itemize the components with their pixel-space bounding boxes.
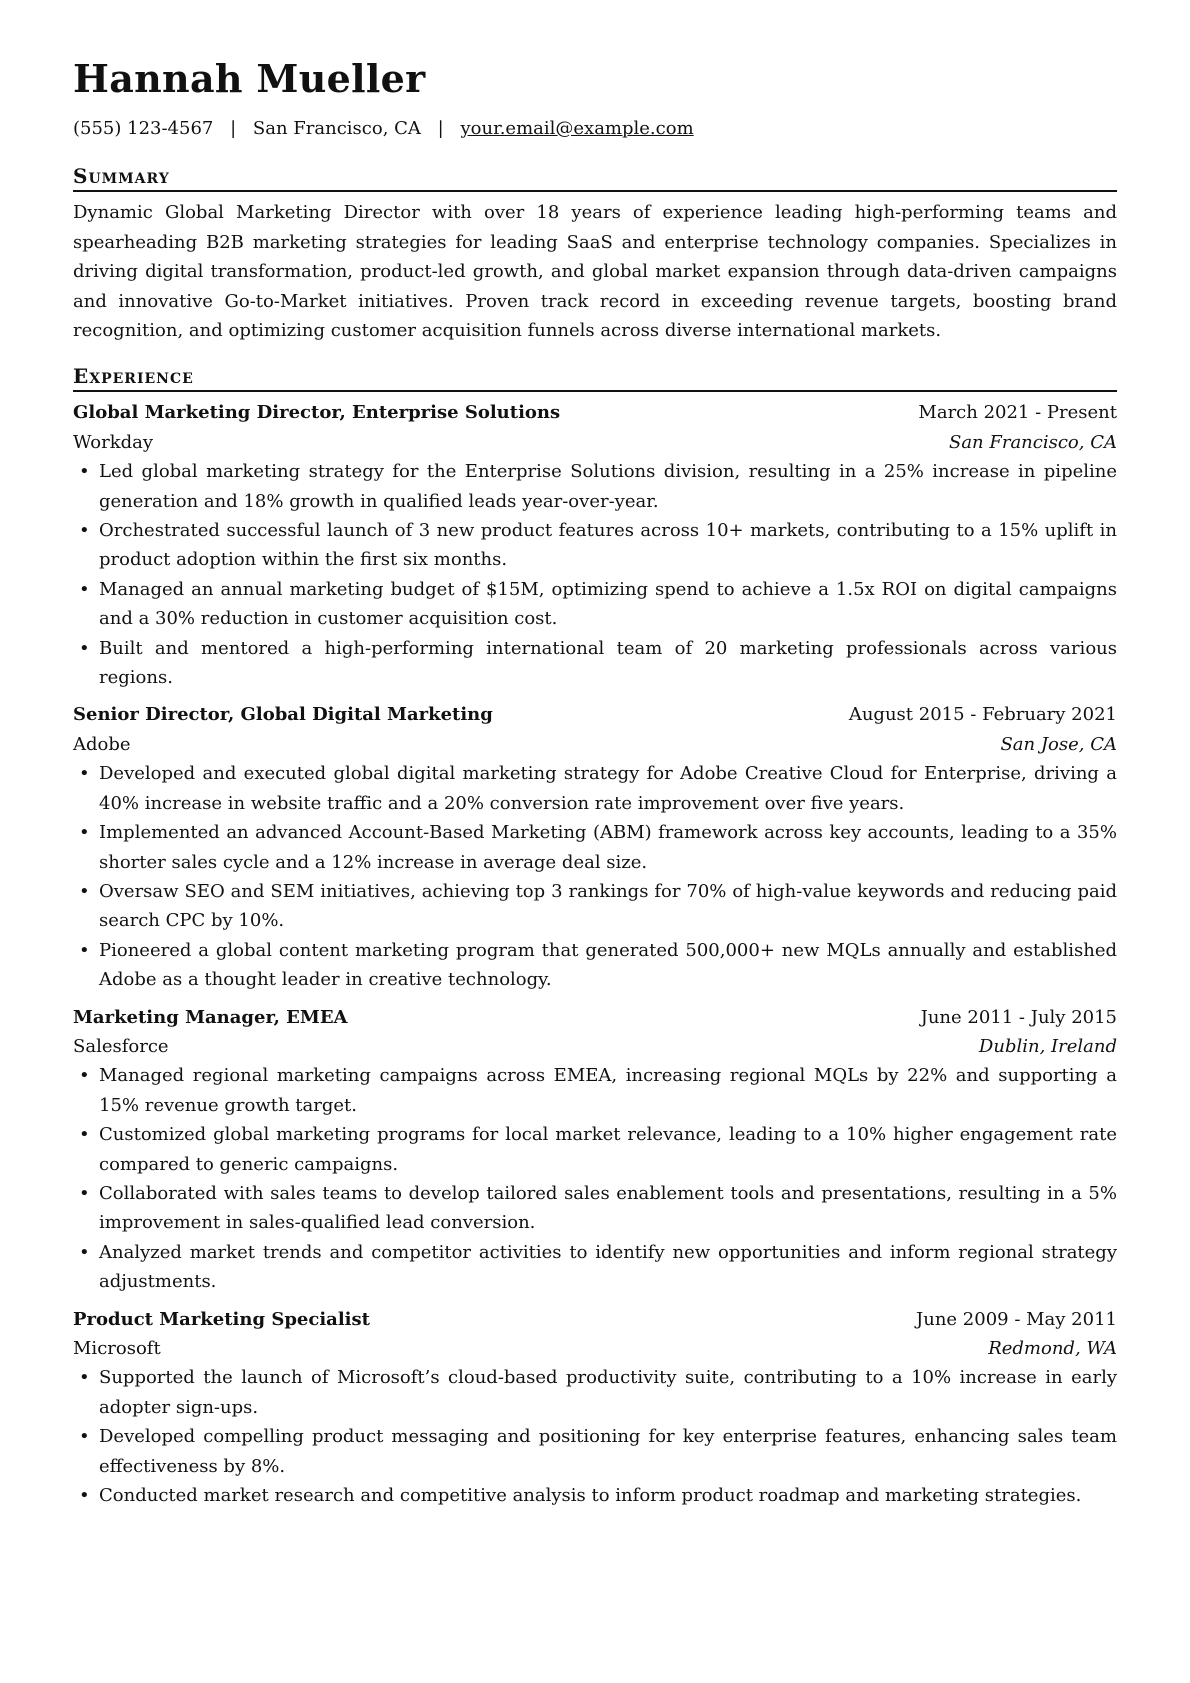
experience-heading: Experience <box>73 365 1117 392</box>
job-title: Senior Director, Global Digital Marketing <box>73 704 493 726</box>
job-title: Marketing Manager, EMEA <box>73 1006 348 1028</box>
job-header <box>73 700 1117 729</box>
summary-heading: Summary <box>73 165 1117 192</box>
summary-section <box>73 165 1117 345</box>
bullet-item: • Customized global marketing programs for local market relevance, leading to a 10% higher engagement rate compared to generic campaigns. <box>73 1120 1117 1179</box>
job-header <box>73 1305 1117 1334</box>
job-subheader <box>73 1334 1117 1363</box>
job-entry <box>73 398 1117 692</box>
bullet-item: • Led global marketing strategy for the Enterprise Solutions division, resulting in a 25% increase in pipeline generation and 18% growth in qualified leads year-over-year. <box>73 457 1117 516</box>
job-company: Adobe <box>73 733 131 755</box>
job-bullets <box>73 1061 1117 1296</box>
bullet-item: • Built and mentored a high-performing international team of 20 marketing professionals across various regions. <box>73 634 1117 693</box>
job-subheader <box>73 1032 1117 1061</box>
bullet-item: • Collaborated with sales teams to develop tailored sales enablement tools and presentations, resulting in a 5% improvement in sales-qualified lead conversion. <box>73 1179 1117 1238</box>
contact-separator: | <box>230 117 237 139</box>
job-entry <box>73 1305 1117 1511</box>
job-location: Dublin, Ireland <box>978 1035 1117 1057</box>
job-dates: March 2021 - Present <box>918 402 1117 424</box>
job-bullets <box>73 759 1117 994</box>
job-bullets <box>73 457 1117 692</box>
bullet-item: • Implemented an advanced Account-Based Marketing (ABM) framework across key accounts, leading to a 35% shorter sales cycle and a 12% increase in average deal size. <box>73 818 1117 877</box>
job-title: Product Marketing Specialist <box>73 1308 370 1330</box>
bullet-item: • Analyzed market trends and competitor activities to identify new opportunities and inform regional strategy adjustments. <box>73 1238 1117 1297</box>
bullet-item: • Developed compelling product messaging and positioning for key enterprise features, enhancing sales team effectiveness by 8%. <box>73 1422 1117 1481</box>
bullet-item: • Pioneered a global content marketing program that generated 500,000+ new MQLs annually and established Adobe as a thought leader in creative technology. <box>73 936 1117 995</box>
bullet-item: • Orchestrated successful launch of 3 new product features across 10+ markets, contributing to a 15% uplift in product adoption within the first six months. <box>73 516 1117 575</box>
job-company: Workday <box>73 431 154 453</box>
contact-line <box>73 118 1117 140</box>
job-location: San Francisco, CA <box>948 431 1117 453</box>
job-bullets <box>73 1363 1117 1510</box>
job-title: Global Marketing Director, Enterprise Solutions <box>73 402 561 424</box>
bullet-item: • Developed and executed global digital marketing strategy for Adobe Creative Cloud for Enterprise, driving a 40% increase in website traffic and a 20% conversion rate improvement over five years. <box>73 759 1117 818</box>
job-location: San Jose, CA <box>1000 733 1117 755</box>
job-entry <box>73 1003 1117 1297</box>
job-header <box>73 398 1117 427</box>
location: San Francisco, CA <box>252 117 421 139</box>
job-dates: June 2011 - July 2015 <box>920 1006 1117 1028</box>
summary-text: Dynamic Global Marketing Director with over 18 years of experience leading high-performing teams and spearheading B2B marketing strategies for leading SaaS and enterprise technology companies. Specializes in driving digital transformation, product-led growth, and global market expansion through data-driven campaigns and innovative Go-to-Market initiatives. Proven track record in exceeding revenue targets, boosting brand recognition, and optimizing customer acquisition funnels across diverse international markets. <box>73 202 1117 342</box>
job-company: Salesforce <box>73 1035 169 1057</box>
job-subheader <box>73 428 1117 457</box>
job-entry <box>73 700 1117 994</box>
job-subheader <box>73 730 1117 759</box>
job-location: Redmond, WA <box>988 1338 1117 1360</box>
bullet-item: • Conducted market research and competitive analysis to inform product roadmap and marketing strategies. <box>73 1481 1117 1510</box>
phone-number: (555) 123-4567 <box>73 117 214 139</box>
candidate-name: Hannah Mueller <box>73 56 426 101</box>
bullet-item: • Managed an annual marketing budget of $15M, optimizing spend to achieve a 1.5x ROI on digital campaigns and a 30% reduction in customer acquisition cost. <box>73 575 1117 634</box>
experience-section <box>73 365 1117 1510</box>
contact-separator: | <box>437 117 444 139</box>
job-header <box>73 1003 1117 1032</box>
job-company: Microsoft <box>73 1338 161 1360</box>
bullet-item: • Oversaw SEO and SEM initiatives, achieving top 3 rankings for 70% of high-value keywords and reducing paid search CPC by 10%. <box>73 877 1117 936</box>
job-dates: August 2015 - February 2021 <box>848 704 1117 726</box>
bullet-item: • Supported the launch of Microsoft’s cloud-based productivity suite, contributing to a 10% increase in early adopter sign-ups. <box>73 1363 1117 1422</box>
bullet-item: • Managed regional marketing campaigns across EMEA, increasing regional MQLs by 22% and supporting a 15% revenue growth target. <box>73 1061 1117 1120</box>
email-link[interactable]: your.email@example.com <box>460 117 694 139</box>
job-dates: June 2009 - May 2011 <box>916 1308 1117 1330</box>
